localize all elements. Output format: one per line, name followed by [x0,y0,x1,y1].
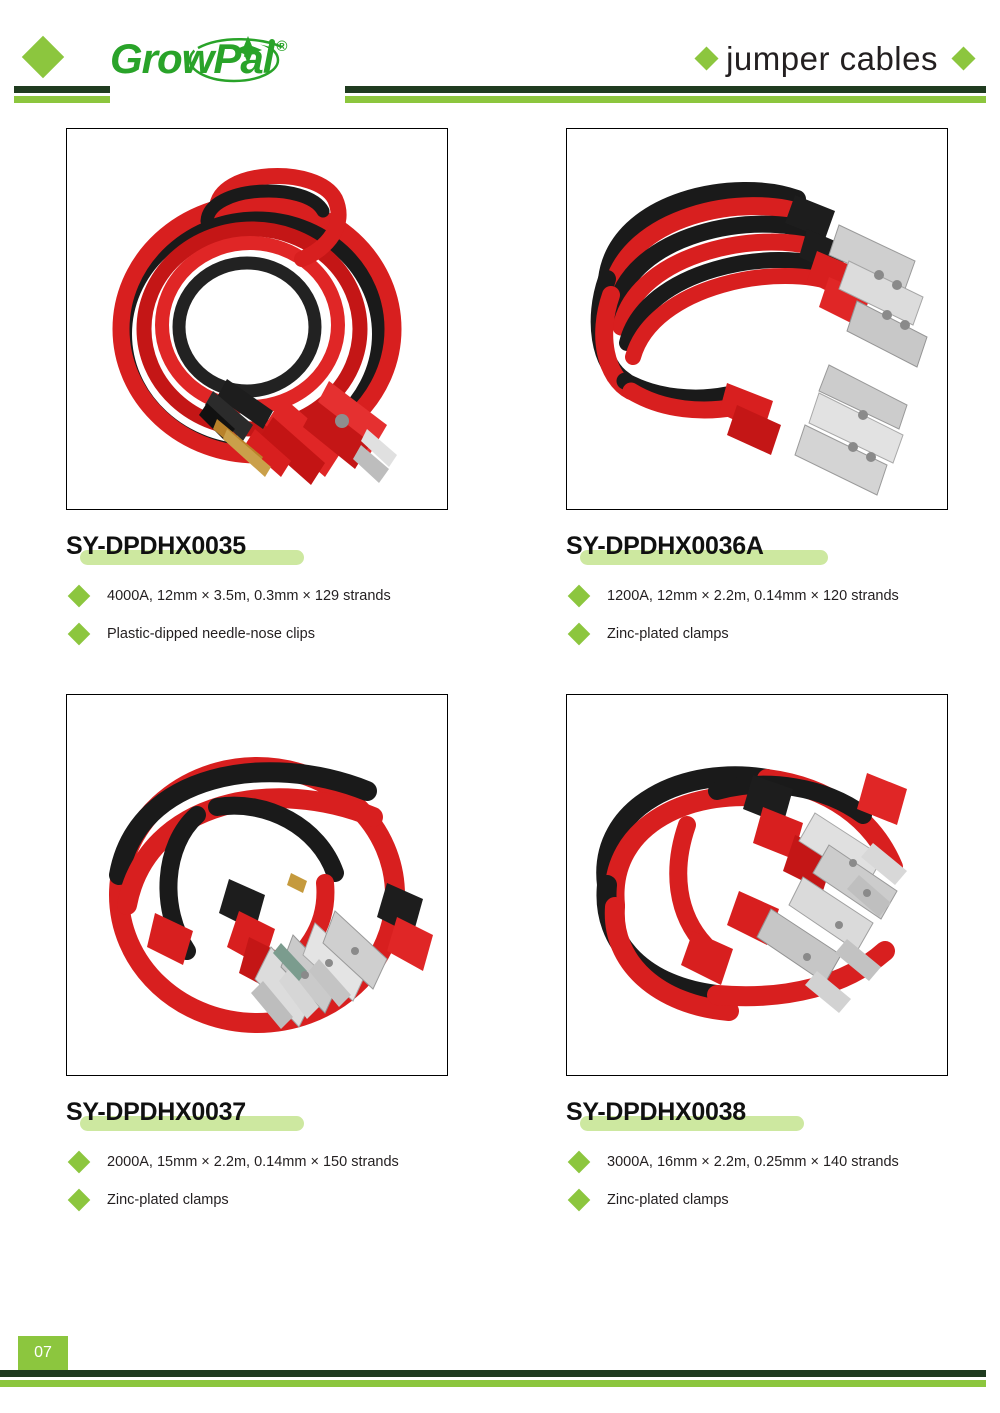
sku-wrapper [66,532,500,566]
sku-wrapper [66,1098,500,1132]
spec-row [566,626,1000,642]
spec-text: 3000A, 16mm × 2.2m, 0.25mm × 140 strands [607,1154,899,1170]
header-rule-left-dark [14,86,110,93]
product-row [0,694,1000,1208]
diamond-icon [951,46,975,70]
product-card [500,128,1000,642]
diamond-icon [694,46,718,70]
product-row [0,128,1000,642]
page-number: 07 [18,1336,68,1370]
spec-text: 1200A, 12mm × 2.2m, 0.14mm × 120 strands [607,588,899,604]
page-header [0,0,1000,120]
brand-logo [110,35,288,82]
diamond-icon [68,585,91,608]
spec-row [66,1154,500,1170]
page-footer [0,1333,1000,1413]
spec-row [66,1192,500,1208]
product-sku: SY-DPDHX0037 [66,1098,246,1126]
diamond-icon [568,623,591,646]
sku-wrapper [566,532,1000,566]
spec-text: Zinc-plated clamps [607,1192,729,1208]
header-rule-right-green [345,96,986,103]
footer-rule-green [0,1380,986,1387]
header-rule-left-green [14,96,110,103]
spec-row [566,588,1000,604]
brand-name: GrowPal [110,35,274,82]
diamond-icon [568,585,591,608]
product-sku: SY-DPDHX0038 [566,1098,746,1126]
spec-text: 4000A, 12mm × 3.5m, 0.3mm × 129 strands [107,588,391,604]
spec-text: 2000A, 15mm × 2.2m, 0.14mm × 150 strands [107,1154,399,1170]
product-sku: SY-DPDHX0036A [566,532,764,560]
product-card [0,128,500,642]
spec-row [66,626,500,642]
page-title: jumper cables [726,40,938,77]
diamond-icon [68,1189,91,1212]
registered-trademark-icon: ® [276,38,288,55]
spec-text: Zinc-plated clamps [107,1192,229,1208]
jumper-cable-coiled-bundle-zinc-plated-clamps [566,128,948,510]
diamond-icon [22,36,64,78]
jumper-cable-coil-red-black-needle-nose-clips [66,128,448,510]
jumper-cable-heavy-duty-red-black-zinc-clamps [566,694,948,1076]
sku-wrapper [566,1098,1000,1132]
diamond-icon [68,1151,91,1174]
product-card [0,694,500,1208]
jumper-cable-loop-red-black-zinc-clamps [66,694,448,1076]
product-grid [0,128,1000,1208]
spec-row [566,1192,1000,1208]
spec-row [66,588,500,604]
spec-text: Zinc-plated clamps [607,626,729,642]
footer-rule-dark [0,1370,986,1377]
product-card [500,694,1000,1208]
header-rule-right-dark [345,86,986,93]
diamond-icon [568,1151,591,1174]
spec-row [566,1154,1000,1170]
product-sku: SY-DPDHX0035 [66,532,246,560]
diamond-icon [68,623,91,646]
diamond-icon [568,1189,591,1212]
spec-text: Plastic-dipped needle-nose clips [107,626,315,642]
